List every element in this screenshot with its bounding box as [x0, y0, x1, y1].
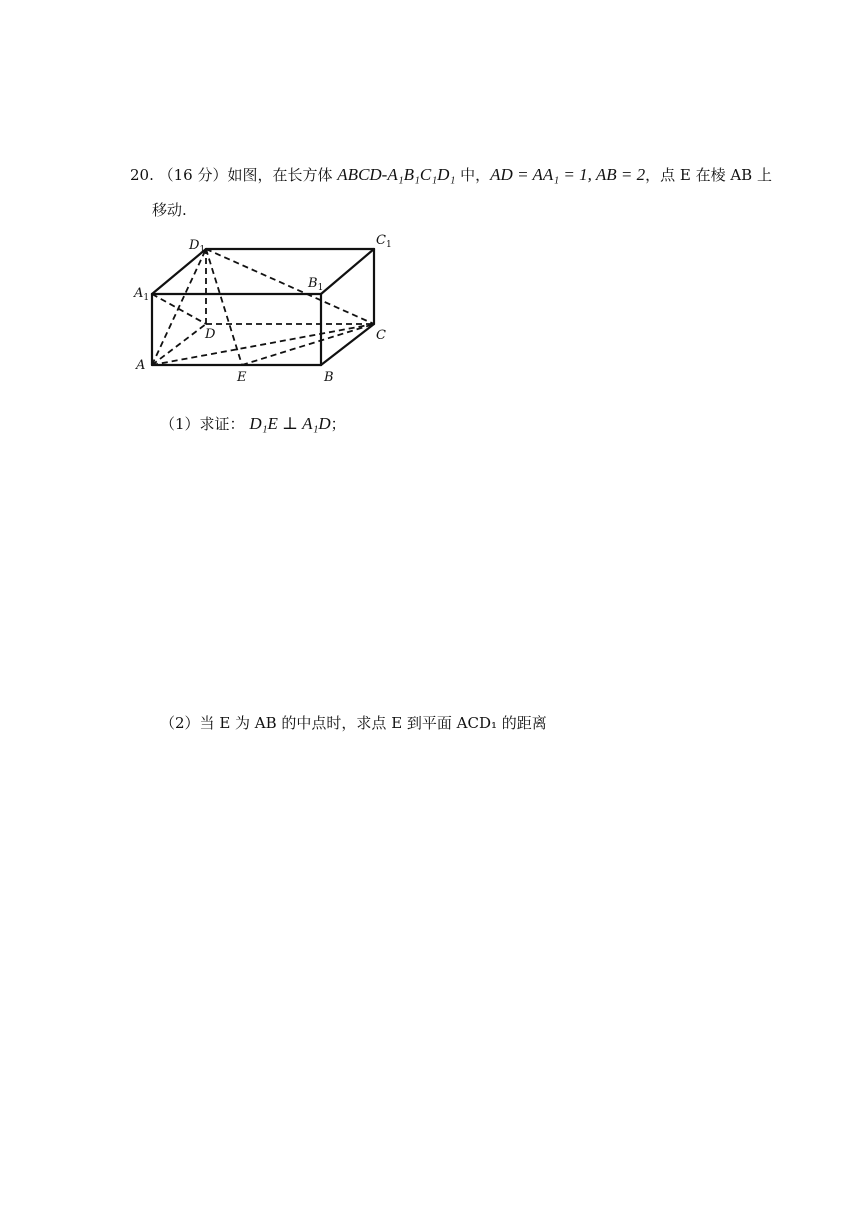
part-1-text: 求证： [199, 415, 245, 433]
part-2-text: 当 E 为 AB 的中点时，求点 E 到平面 ACD₁ 的距离 [199, 714, 547, 732]
edge-A1-D1 [152, 249, 206, 294]
cuboid-figure [132, 228, 402, 388]
edge-B-C [321, 324, 374, 365]
solid-name: ABCD-A₁B₁C₁D₁ [337, 165, 456, 184]
label-A1: $A_1$ [134, 286, 150, 303]
label-B: B [324, 370, 334, 385]
label-C: C [376, 328, 386, 343]
label-A: A [136, 358, 146, 373]
segment-A1-D [152, 294, 206, 324]
question-header [130, 165, 772, 185]
label-D1: $D_1$ [189, 238, 206, 255]
label-C1: $C_1$ [376, 233, 392, 250]
label-D: D [205, 327, 216, 342]
label-B1: $B_1$ [308, 276, 324, 293]
hidden-edge-A-D [152, 324, 206, 365]
part-1 [160, 414, 346, 434]
part-2-label: （2） [160, 714, 200, 732]
given-condition: AD = AA₁ = 1, AB = 2 [490, 165, 646, 184]
segment-D1-C [206, 249, 374, 324]
question-continuation: 移动. [152, 201, 187, 219]
part-1-end: ； [330, 415, 346, 433]
part-2 [160, 713, 547, 733]
part-1-label: （1） [160, 415, 200, 433]
segment-A-D1 [152, 249, 206, 365]
edge-B1-C1 [321, 249, 374, 294]
question-number: 20. [130, 166, 154, 184]
part-1-math: D₁E ⊥ A₁D [249, 414, 331, 433]
segment-D1-E [206, 249, 242, 365]
question-points: （16 分） [158, 166, 228, 184]
question-tail: ，点 E 在棱 AB 上 [645, 166, 772, 184]
question-intro: 如图，在长方体 [227, 166, 333, 184]
label-E: E [237, 370, 247, 385]
question-mid: 中， [460, 166, 491, 184]
